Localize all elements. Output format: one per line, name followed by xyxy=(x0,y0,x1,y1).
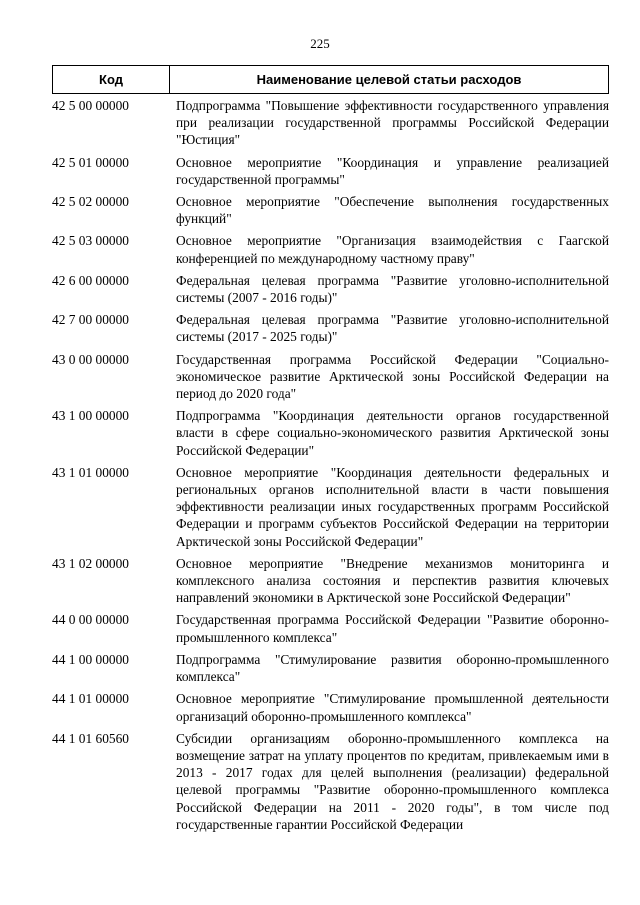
row-name: Основное мероприятие "Координация деятельности федеральных и региональных органов исполнительной власти в части повышения эффективности реализации иных государственных программ Российской Федерации и программ субъектов Российской Федерации на территории Арктической зоны Российской Федерации" xyxy=(176,464,609,549)
row-code: 42 5 03 00000 xyxy=(52,233,129,249)
header-code: Код xyxy=(52,66,170,93)
header-name: Наименование целевой статьи расходов xyxy=(170,66,609,93)
table-row xyxy=(52,193,609,227)
row-name: Государственная программа Российской Федерации "Развитие оборонно-промышленного комплекса" xyxy=(176,612,609,645)
table-row xyxy=(52,730,609,833)
row-name: Основное мероприятие "Внедрение механизмов мониторинга и комплексного анализа состояния и перспектив развития ключевых направлений экономики в Арктической зоне Российской Федерации" xyxy=(176,555,609,606)
table-row xyxy=(52,651,609,685)
table-row xyxy=(52,464,609,550)
row-code: 42 5 00 00000 xyxy=(52,98,129,113)
table-row xyxy=(52,555,609,607)
row-code: 42 5 02 00000 xyxy=(52,194,129,210)
table-row xyxy=(52,154,609,188)
table-row xyxy=(52,690,609,724)
row-name: Основное мероприятие "Обеспечение выполнения государственных функций" xyxy=(176,194,609,227)
row-name: Подпрограмма "Повышение эффективности государственного управления при реализации государственной программы Российской Федерации "Юстиция" xyxy=(176,98,609,148)
row-code: 43 1 02 00000 xyxy=(52,555,129,571)
table-row xyxy=(52,232,609,266)
page-number: 225 xyxy=(310,36,330,51)
row-code: 42 6 00 00000 xyxy=(52,272,129,288)
row-name: Субсидии организациям оборонно-промышленного комплекса на возмещение затрат на уплату процентов по кредитам, привлекаемым ими в 2013 - 2017 годах для целей выполнения (реализации) федеральной целевой программы "Развитие оборонно-промышленного комплекса Российской Федерации на 2011 - 2020 годы", в том числе под государственные гарантии Российской Федерации xyxy=(176,730,609,832)
row-code: 43 0 00 00000 xyxy=(52,351,129,367)
row-code: 44 1 01 60560 xyxy=(52,730,129,746)
row-name: Федеральная целевая программа "Развитие уголовно-исполнительной системы (2007 - 2016 годы)" xyxy=(176,272,609,306)
table-row xyxy=(52,611,609,645)
row-name: Основное мероприятие "Стимулирование промышленной деятельности организаций оборонно-промышленного комплекса" xyxy=(176,691,609,724)
row-name: Основное мероприятие "Координация и управление реализацией государственной программы" xyxy=(176,154,609,187)
table-row xyxy=(52,272,609,306)
table-row xyxy=(52,407,609,459)
row-code: 44 0 00 00000 xyxy=(52,612,129,628)
row-code: 44 1 00 00000 xyxy=(52,651,129,667)
row-code: 42 5 01 00000 xyxy=(52,154,129,170)
table-body xyxy=(52,97,609,838)
row-name: Основное мероприятие "Организация взаимодействия с Гаагской конференцией по международному частному праву" xyxy=(176,233,609,266)
table-header xyxy=(52,65,609,94)
row-name: Подпрограмма "Стимулирование развития оборонно-промышленного комплекса" xyxy=(176,651,609,685)
table-row xyxy=(52,97,609,149)
table-row xyxy=(52,311,609,345)
row-code: 43 1 00 00000 xyxy=(52,408,129,424)
row-code: 42 7 00 00000 xyxy=(52,312,129,328)
row-name: Подпрограмма "Координация деятельности органов государственной власти в сфере социально-экономического развития Арктической зоны Российской Федерации" xyxy=(176,408,609,458)
row-name: Федеральная целевая программа "Развитие уголовно-исполнительной системы (2017 - 2025 годы)" xyxy=(176,312,609,345)
row-code: 43 1 01 00000 xyxy=(52,464,129,480)
row-name: Государственная программа Российской Федерации "Социально-экономическое развитие Арктической зоны Российской Федерации на период до 2020 года" xyxy=(176,351,609,402)
row-code: 44 1 01 00000 xyxy=(52,691,129,707)
table-row xyxy=(52,351,609,403)
